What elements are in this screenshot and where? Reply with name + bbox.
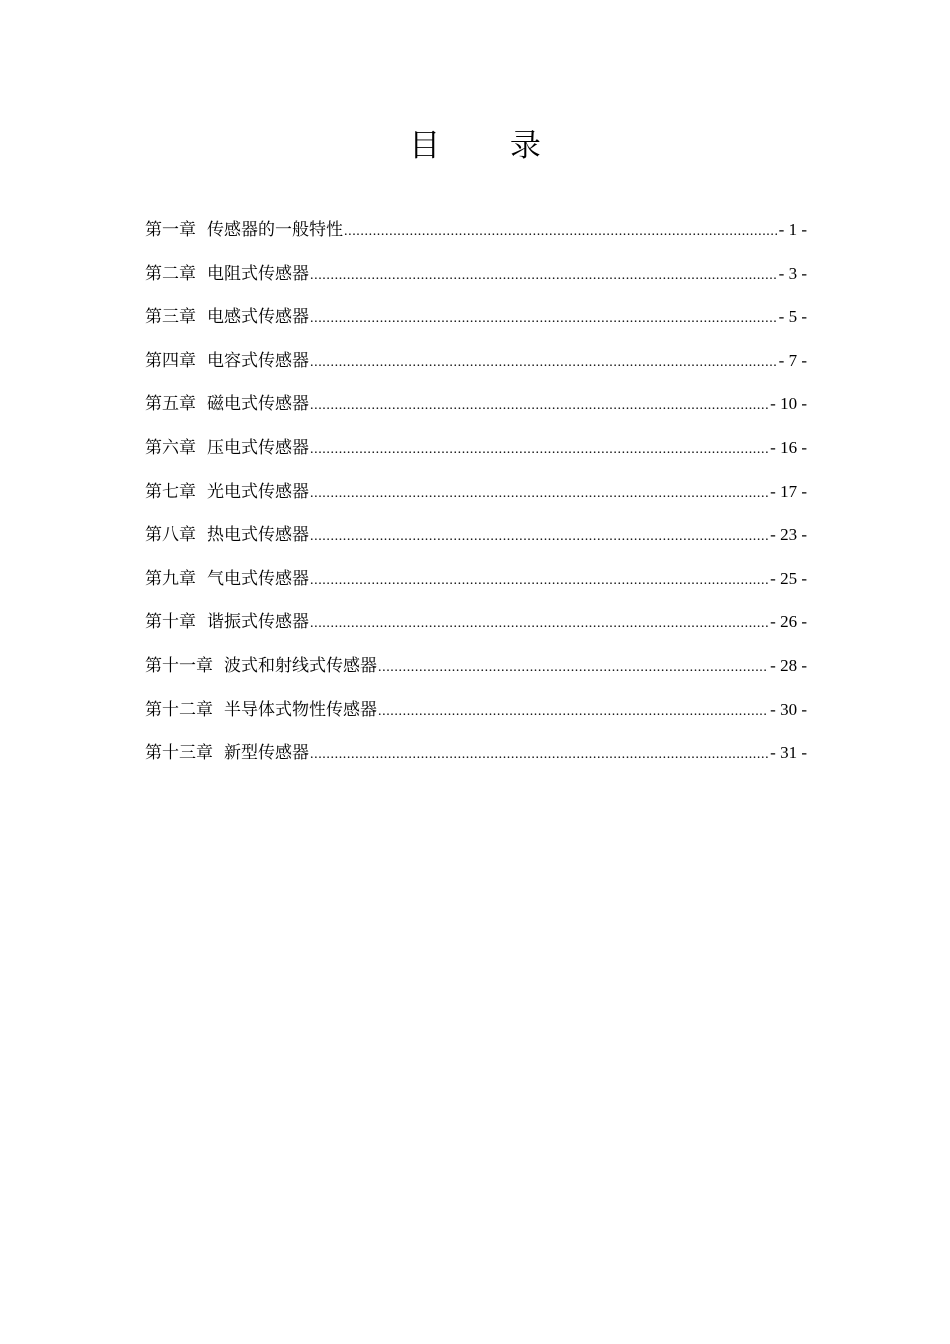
toc-page-number: - 16 - <box>770 437 807 457</box>
toc-chapter-title: 电感式传感器 <box>207 307 309 328</box>
table-of-contents <box>145 210 807 777</box>
toc-page-number: - 17 - <box>770 481 807 501</box>
toc-title: 目 录 <box>409 128 571 164</box>
toc-dot-leader <box>310 430 768 470</box>
toc-page-number: - 31 - <box>770 743 807 763</box>
toc-chapter-title: 光电式传感器 <box>207 481 309 502</box>
toc-page-number: - 1 - <box>778 220 807 239</box>
toc-page-number: - 5 - <box>778 307 807 327</box>
toc-dot-leader <box>310 604 768 644</box>
toc-chapter-title: 半导体式物性传感器 <box>224 699 377 720</box>
toc-chapter-number: 第八章 <box>145 525 196 546</box>
toc-chapter-number: 第十三章 <box>145 743 213 764</box>
toc-chapter-number: 第六章 <box>145 437 196 458</box>
toc-entry[interactable] <box>145 254 807 298</box>
toc-entry[interactable] <box>145 384 807 428</box>
toc-chapter-title: 传感器的一般特性 <box>207 220 343 240</box>
toc-entry[interactable] <box>145 428 807 472</box>
toc-dot-leader <box>378 692 768 732</box>
toc-dot-leader <box>310 256 777 296</box>
toc-dot-leader <box>310 735 768 775</box>
toc-chapter-number: 第三章 <box>145 307 196 328</box>
toc-page-number: - 10 - <box>770 394 807 414</box>
toc-entry[interactable] <box>145 515 807 559</box>
toc-chapter-title: 电阻式传感器 <box>207 263 309 284</box>
toc-entry[interactable] <box>145 559 807 603</box>
toc-entry[interactable] <box>145 602 807 646</box>
toc-entry[interactable] <box>145 210 807 254</box>
toc-chapter-title: 压电式传感器 <box>207 437 309 458</box>
toc-chapter-title: 磁电式传感器 <box>207 394 309 415</box>
toc-chapter-number: 第十一章 <box>145 655 213 676</box>
toc-chapter-number: 第二章 <box>145 263 196 284</box>
toc-entry[interactable] <box>145 690 807 734</box>
toc-chapter-title: 新型传感器 <box>224 743 309 764</box>
toc-chapter-title: 电容式传感器 <box>207 350 309 371</box>
toc-entry[interactable] <box>145 733 807 777</box>
toc-chapter-number: 第五章 <box>145 394 196 415</box>
toc-page-number: - 26 - <box>770 612 807 632</box>
toc-chapter-number: 第十二章 <box>145 699 213 720</box>
toc-dot-leader <box>310 474 768 514</box>
toc-chapter-title: 热电式传感器 <box>207 525 309 546</box>
toc-chapter-number: 第一章 <box>145 220 196 240</box>
toc-page-number: - 23 - <box>770 525 807 545</box>
toc-chapter-title: 波式和射线式传感器 <box>224 655 377 676</box>
toc-entry[interactable] <box>145 341 807 385</box>
toc-page-number: - 30 - <box>770 699 807 719</box>
toc-dot-leader <box>310 386 768 426</box>
toc-page-number: - 3 - <box>778 263 807 283</box>
toc-dot-leader <box>378 648 768 688</box>
toc-chapter-number: 第九章 <box>145 568 196 589</box>
toc-entry[interactable] <box>145 472 807 516</box>
toc-dot-leader <box>310 517 768 557</box>
toc-chapter-number: 第四章 <box>145 350 196 371</box>
toc-dot-leader <box>310 343 777 383</box>
toc-dot-leader <box>310 299 777 339</box>
toc-page-number: - 7 - <box>778 350 807 370</box>
toc-chapter-title: 气电式传感器 <box>207 568 309 589</box>
toc-dot-leader <box>344 212 777 252</box>
toc-chapter-number: 第七章 <box>145 481 196 502</box>
toc-page-number: - 25 - <box>770 568 807 588</box>
toc-entry[interactable] <box>145 297 807 341</box>
toc-chapter-title: 谐振式传感器 <box>207 612 309 633</box>
toc-dot-leader <box>310 561 768 601</box>
toc-page-number: - 28 - <box>770 655 807 675</box>
toc-entry[interactable] <box>145 646 807 690</box>
toc-chapter-number: 第十章 <box>145 612 196 633</box>
